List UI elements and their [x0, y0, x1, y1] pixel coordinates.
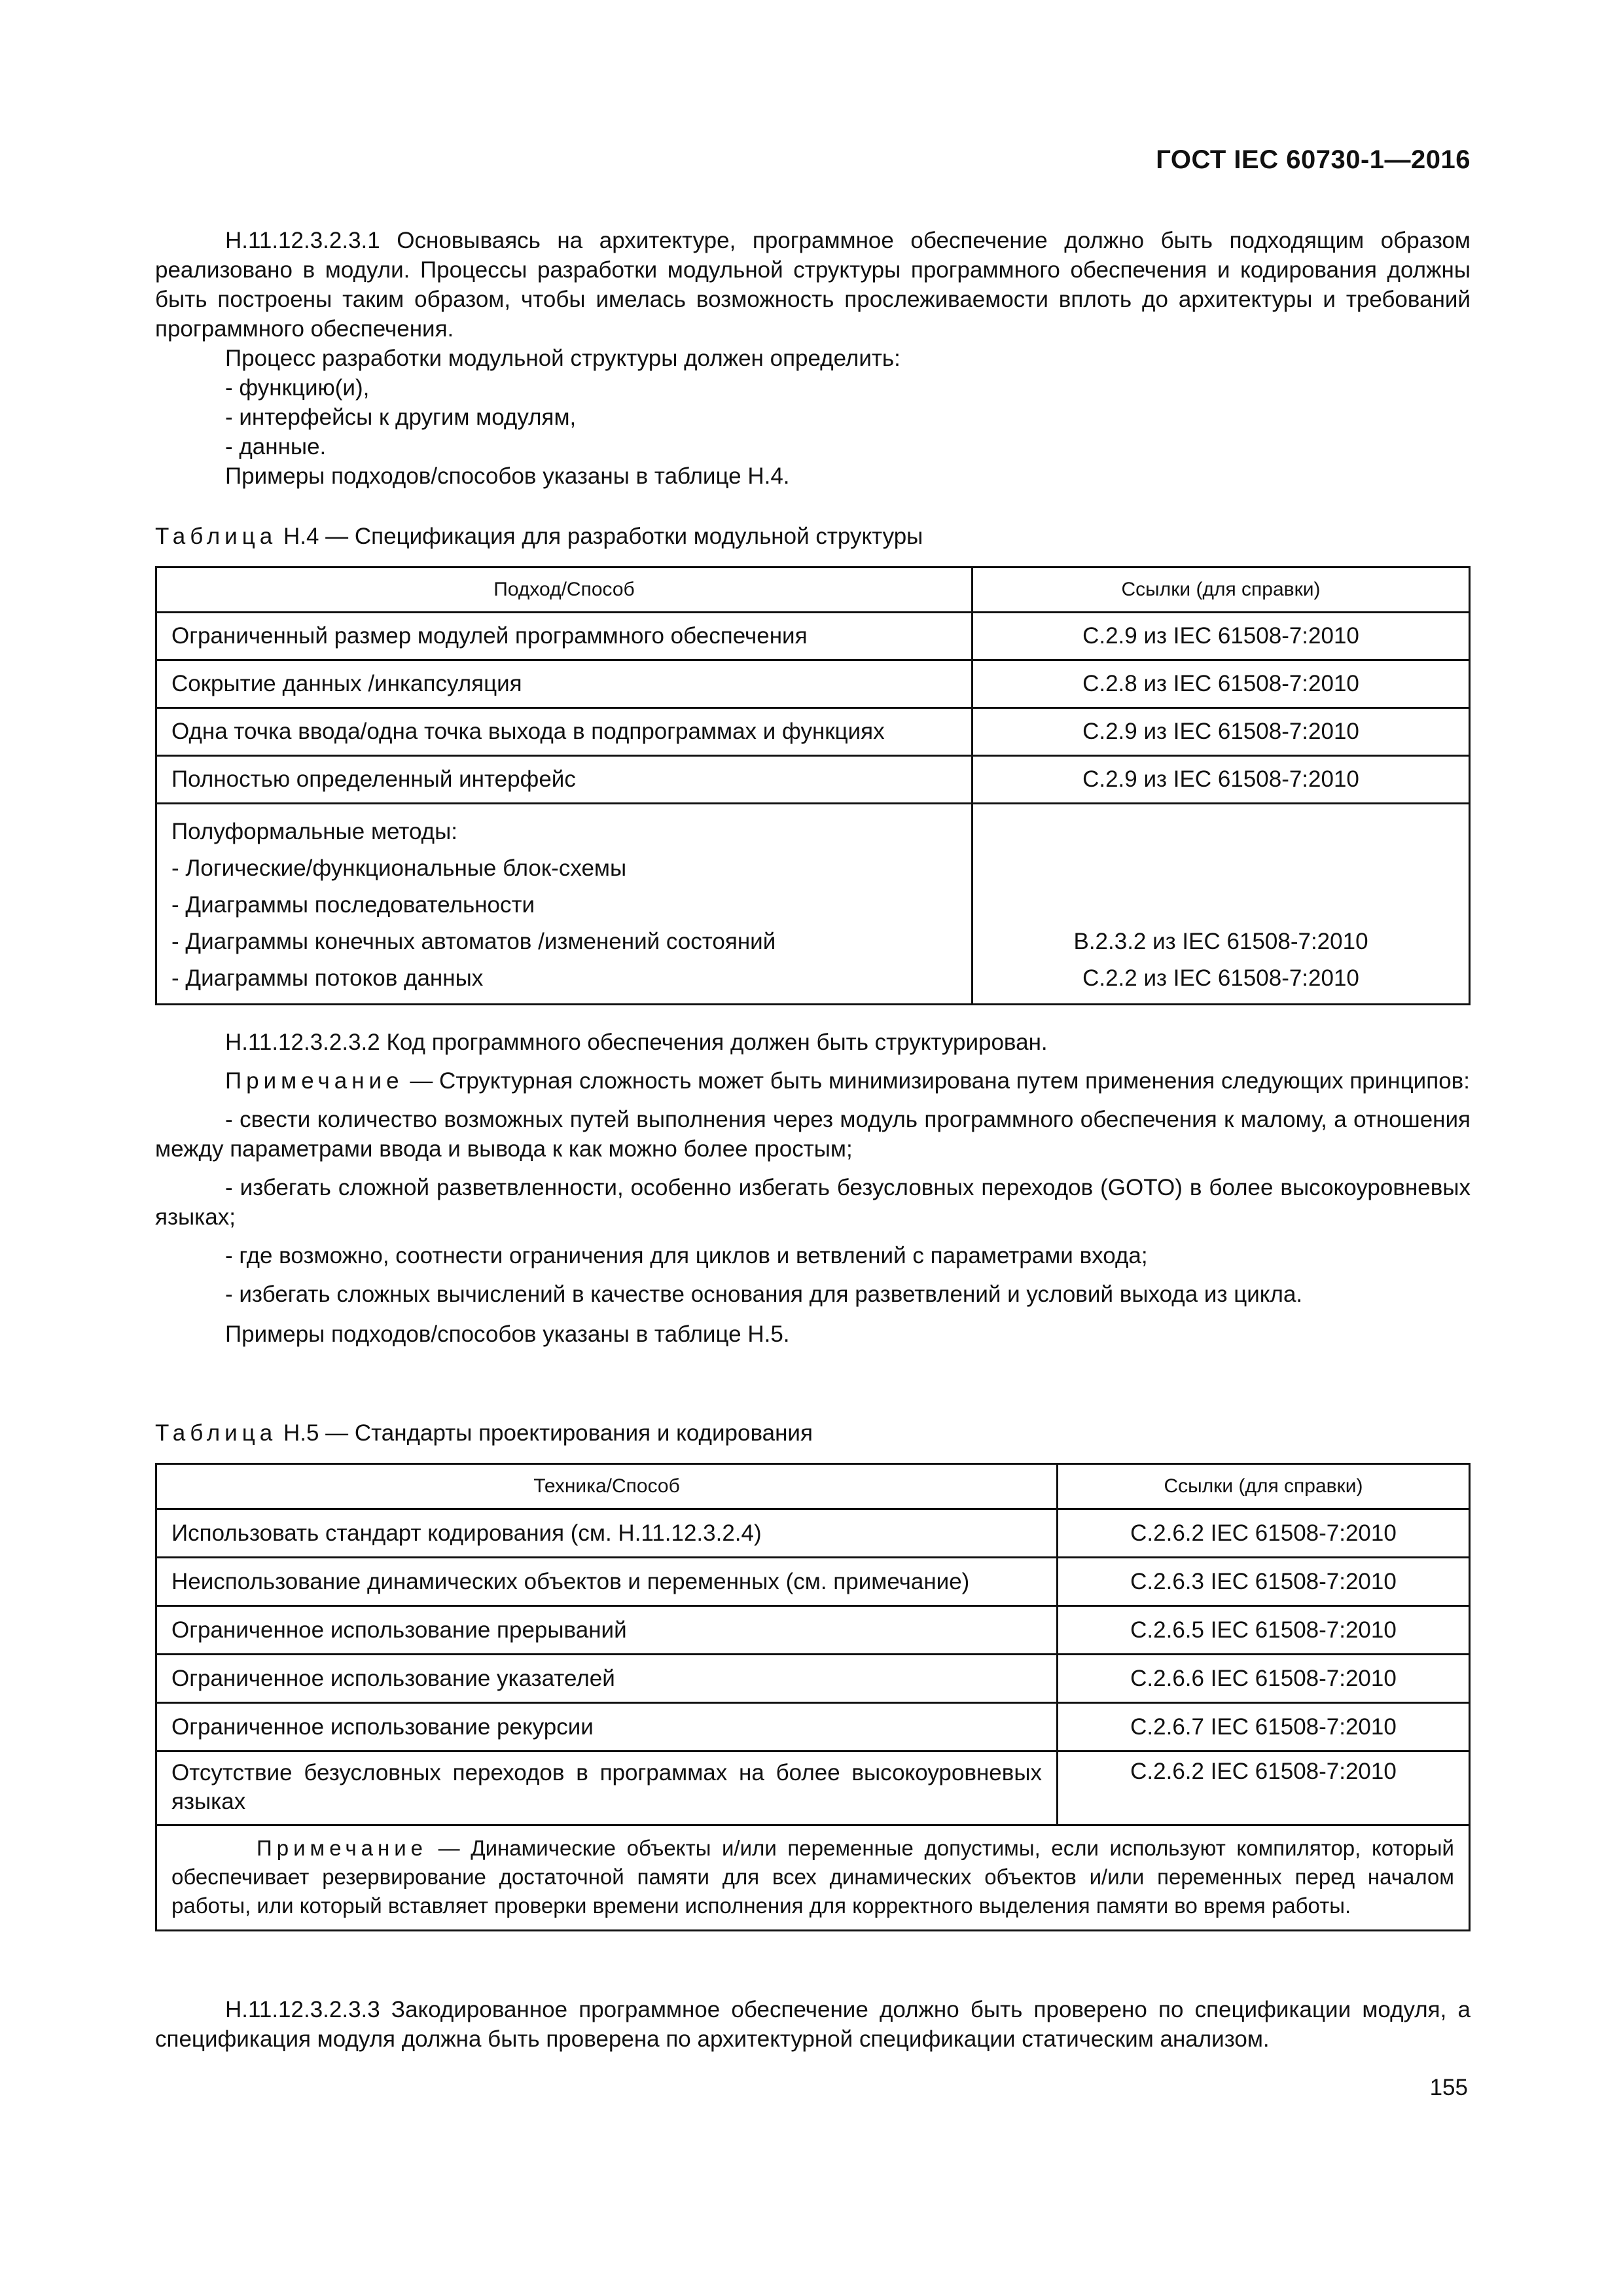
table-cell: C.2.9 из IEC 61508-7:2010: [972, 613, 1470, 660]
table-row: [156, 660, 1470, 708]
list-item: - интерфейсы к другим модулям,: [225, 404, 577, 430]
table-h5: [155, 1463, 1471, 1931]
paragraph-process: Процесс разработки модульной структуры должен определить:: [225, 346, 901, 371]
paragraph-h1112323-3: H.11.12.3.2.3.3 Закодированное программное обеспечение должно быть проверено по спецификации модуля, а спецификация модуля должна быть проверена по архитектурной спецификации статическим анализом.: [155, 1997, 1471, 2052]
table-row: [156, 1558, 1470, 1606]
table-cell: C.2.8 из IEC 61508-7:2010: [972, 660, 1470, 708]
table-row: [156, 1703, 1470, 1751]
table-note-row: [156, 1825, 1470, 1931]
standard-header: ГОСТ IEC 60730-1—2016: [1156, 145, 1471, 174]
table-cell: C.2.6.7 IEC 61508-7:2010: [1058, 1703, 1470, 1751]
note-item: - свести количество возможных путей выполнения через модуль программного обеспечения к малому, а отношения между параметрами ввода и вывода к как можно более простым;: [155, 1107, 1471, 1162]
note-item: - где возможно, соотнести ограничения для циклов и ветвлений с параметрами входа;: [225, 1243, 1148, 1268]
table-row: [156, 804, 1470, 1005]
table-cell: C.2.6.2 IEC 61508-7:2010: [1058, 1509, 1470, 1558]
table-header-cell: Ссылки (для справки): [972, 567, 1470, 613]
table-row: [156, 756, 1470, 804]
table-row: [156, 613, 1470, 660]
table-cell: Полуформальные методы: - Логические/функциональные блок-схемы - Диаграммы последовательности - Диаграммы конечных автоматов /изменений состояний - Диаграммы потоков данных: [156, 804, 972, 1005]
table-cell: C.2.6.6 IEC 61508-7:2010: [1058, 1655, 1470, 1703]
table-h4-caption: Таблица H.4 — Спецификация для разработки модульной структуры: [155, 524, 923, 549]
note-paragraph: Примечание — Структурная сложность может быть минимизирована путем применения следующих принципов:: [225, 1068, 1470, 1094]
table-cell: Отсутствие безусловных переходов в программах на более высокоуровневых языках: [156, 1751, 1058, 1825]
table-cell: B.2.3.2 из IEC 61508-7:2010 C.2.2 из IEC 61508-7:2010: [972, 804, 1470, 1005]
table-row: [156, 1751, 1470, 1825]
note-item: - избегать сложных вычислений в качестве основания для разветвлений и условий выхода из цикла.: [225, 1282, 1303, 1307]
list-item: - данные.: [225, 434, 327, 459]
table-cell: C.2.6.2 IEC 61508-7:2010: [1058, 1751, 1470, 1825]
table-cell: Одна точка ввода/одна точка выхода в подпрограммах и функциях: [156, 708, 972, 756]
table-cell: C.2.6.3 IEC 61508-7:2010: [1058, 1558, 1470, 1606]
table-cell: C.2.9 из IEC 61508-7:2010: [972, 756, 1470, 804]
table-row: [156, 1509, 1470, 1558]
note-item: - избегать сложной разветвленности, особенно избегать безусловных переходов (GOTO) в более высокоуровневых языках;: [155, 1175, 1471, 1230]
table-row: [156, 1655, 1470, 1703]
paragraph-examples-h4: Примеры подходов/способов указаны в таблице H.4.: [225, 463, 790, 489]
paragraph-h1112323-2: H.11.12.3.2.3.2 Код программного обеспечения должен быть структурирован.: [225, 1030, 1048, 1055]
table-cell: Полностью определенный интерфейс: [156, 756, 972, 804]
table-row: [156, 708, 1470, 756]
table-header-cell: Ссылки (для справки): [1058, 1464, 1470, 1509]
table-header-cell: Подход/Способ: [156, 567, 972, 613]
table-note: Примечание — Динамические объекты и/или переменные допустимы, если используют компилятор, который обеспечивает резервирование достаточной памяти для всех динамических объектов и/или переменных перед началом работы, или который вставляет проверки времени исполнения для корректного выделения памяти во время работы.: [156, 1825, 1470, 1931]
table-cell: Неиспользование динамических объектов и переменных (см. примечание): [156, 1558, 1058, 1606]
table-h5-caption: Таблица H.5 — Стандарты проектирования и кодирования: [155, 1420, 813, 1446]
table-cell: Использовать стандарт кодирования (см. H.11.12.3.2.4): [156, 1509, 1058, 1558]
table-h4: [155, 566, 1471, 1005]
table-row: [156, 1606, 1470, 1655]
paragraph-examples-h5: Примеры подходов/способов указаны в таблице H.5.: [225, 1321, 790, 1347]
table-cell: C.2.9 из IEC 61508-7:2010: [972, 708, 1470, 756]
list-item: - функцию(и),: [225, 375, 370, 401]
table-cell: Сокрытие данных /инкапсуляция: [156, 660, 972, 708]
paragraph-h1112323-1: H.11.12.3.2.3.1 Основываясь на архитектуре, программное обеспечение должно быть подходящим образом реализовано в модули. Процессы разработки модульной структуры программного обеспечения и кодирования должны быть построены таким образом, чтобы имелась возможность прослеживаемости вплоть до архитектуры и требований программного обеспечения.: [155, 228, 1471, 342]
table-cell: Ограниченное использование прерываний: [156, 1606, 1058, 1655]
table-cell: C.2.6.5 IEC 61508-7:2010: [1058, 1606, 1470, 1655]
table-cell: Ограниченное использование указателей: [156, 1655, 1058, 1703]
table-cell: Ограниченное использование рекурсии: [156, 1703, 1058, 1751]
table-header-cell: Техника/Способ: [156, 1464, 1058, 1509]
table-cell: Ограниченный размер модулей программного обеспечения: [156, 613, 972, 660]
page-number: 155: [1429, 2075, 1468, 2100]
